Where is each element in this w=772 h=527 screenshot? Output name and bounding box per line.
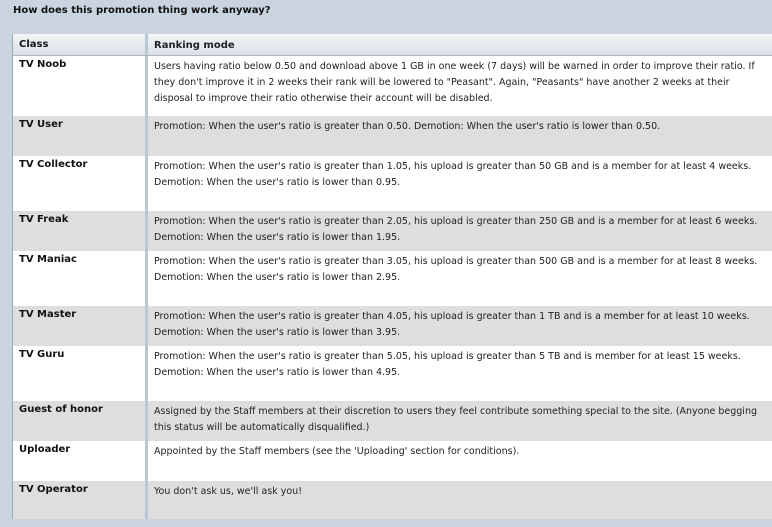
class-cell: TV Collector <box>13 156 148 211</box>
ranking-mode-cell: Promotion: When the user's ratio is greater than 4.05, his upload is greater than 1 TB and is a member for at least 10 weeks. Demotion: When the user's ratio is lower than 3.95. <box>154 311 750 338</box>
ranking-mode-cell: Promotion: When the user's ratio is greater than 5.05, his upload is greater than 5 TB and is member for at least 15 weeks. Demotion: When the user's ratio is lower than 4.95. <box>154 351 741 378</box>
table-header <box>13 34 772 56</box>
ranking-mode-cell: Promotion: When the user's ratio is greater than 1.05, his upload is greater than 50 GB and is a member for at least 4 weeks. Demotion: When the user's ratio is lower than 0.95. <box>154 161 752 188</box>
ranking-table <box>12 34 772 519</box>
class-cell: TV Operator <box>13 481 148 519</box>
column-header-ranking-mode: Ranking mode <box>154 40 235 51</box>
ranking-mode-cell: Promotion: When the user's ratio is greater than 3.05, his upload is greater than 500 GB and is a member for at least 8 weeks. Demotion: When the user's ratio is lower than 2.95. <box>154 256 758 283</box>
class-cell: TV Freak <box>13 211 148 251</box>
class-cell: TV Maniac <box>13 251 148 306</box>
table-row <box>13 116 772 156</box>
table-row <box>13 481 772 519</box>
table-row <box>13 346 772 401</box>
ranking-mode-cell: Promotion: When the user's ratio is greater than 0.50. Demotion: When the user's ratio is lower than 0.50. <box>154 121 661 132</box>
column-header-class: Class <box>13 34 148 55</box>
class-cell: TV Noob <box>13 56 148 116</box>
ranking-mode-cell: Appointed by the Staff members (see the 'Uploading' section for conditions). <box>154 446 520 457</box>
class-cell: TV Guru <box>13 346 148 401</box>
class-cell: TV Master <box>13 306 148 346</box>
table-row <box>13 251 772 306</box>
table-row <box>13 56 772 116</box>
class-cell: Guest of honor <box>13 401 148 441</box>
page-title: How does this promotion thing work anyway? <box>13 5 271 16</box>
table-row <box>13 306 772 346</box>
ranking-mode-cell: Users having ratio below 0.50 and download above 1 GB in one week (7 days) will be warned in order to improve their ratio. If they don't improve it in 2 weeks their rank will be lowered to "Peasant". Again, "Peasants" have another 2 weeks at their disposal to improve their ratio otherwise their account will be disabled. <box>154 61 755 104</box>
class-cell: TV User <box>13 116 148 156</box>
table-row <box>13 156 772 211</box>
ranking-mode-cell: Promotion: When the user's ratio is greater than 2.05, his upload is greater than 250 GB and is a member for at least 6 weeks. Demotion: When the user's ratio is lower than 1.95. <box>154 216 758 243</box>
ranking-mode-cell: You don't ask us, we'll ask you! <box>154 486 302 497</box>
table-row <box>13 211 772 251</box>
class-cell: Uploader <box>13 441 148 481</box>
ranking-mode-cell: Assigned by the Staff members at their discretion to users they feel contribute something special to the site. (Anyone begging this status will be automatically disqualified.) <box>154 406 757 433</box>
table-row <box>13 441 772 481</box>
table-row <box>13 401 772 441</box>
